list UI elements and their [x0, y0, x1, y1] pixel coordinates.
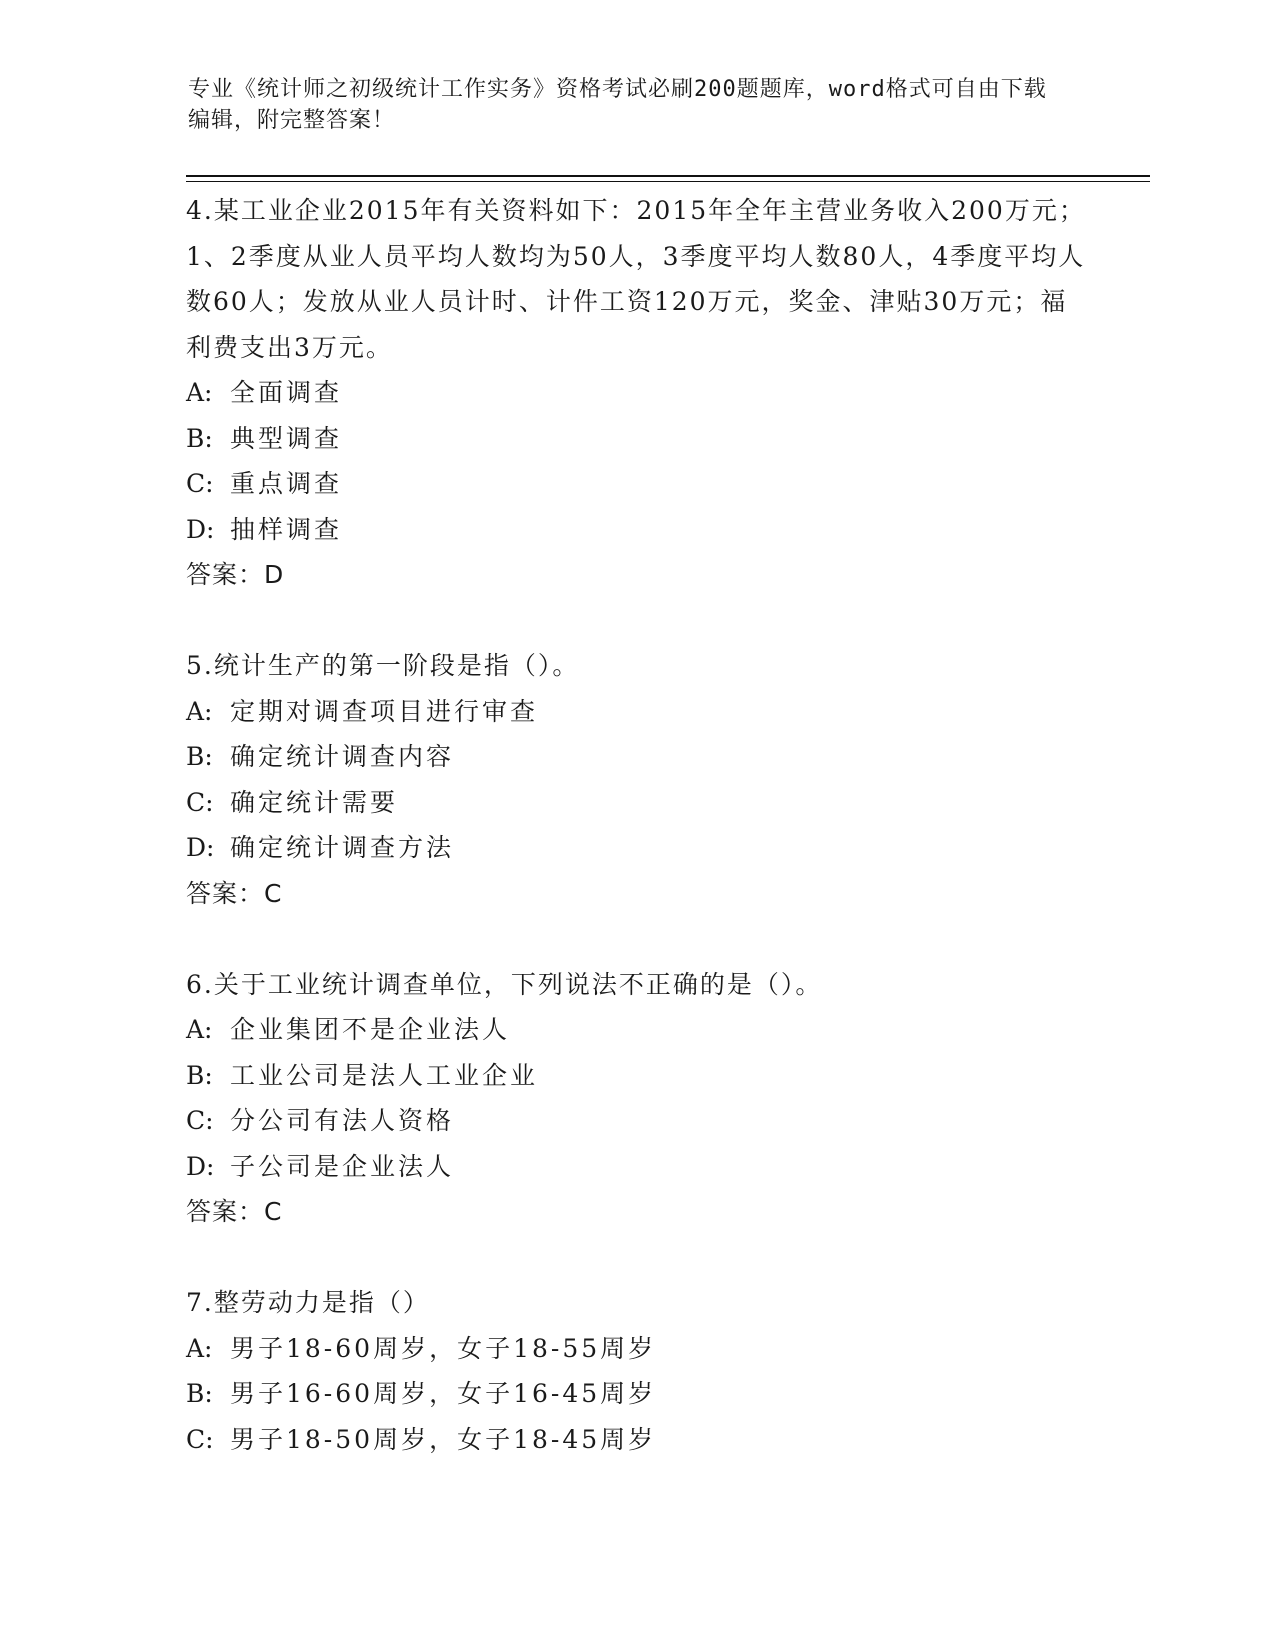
- option-letter: C:: [186, 1424, 214, 1454]
- option-text: 男子18-60周岁，女子18-55周岁: [230, 1333, 657, 1363]
- question-stem: 7.整劳动力是指（）: [186, 1288, 430, 1317]
- option-text: 确定统计调查内容: [230, 742, 455, 771]
- option-letter: A:: [186, 1015, 213, 1044]
- question-7: [186, 1280, 1086, 1462]
- answer-line: 答案：C: [186, 878, 283, 908]
- option-d: [186, 1144, 1086, 1190]
- option-text: 男子18-50周岁，女子18-45周岁: [230, 1424, 657, 1454]
- option-letter: D:: [186, 514, 215, 544]
- spacer: [186, 916, 1086, 962]
- option-letter: B:: [186, 423, 213, 453]
- option-letter: C:: [186, 469, 214, 498]
- option-a: [186, 689, 1086, 735]
- question-5: [186, 643, 1086, 916]
- option-b: [186, 1053, 1086, 1099]
- option-text: 典型调查: [230, 423, 343, 453]
- header-divider-thin: [186, 181, 1150, 182]
- spacer: [186, 598, 1086, 644]
- option-text: 工业公司是法人工业企业: [230, 1060, 539, 1090]
- option-letter: B:: [186, 1060, 213, 1090]
- question-stem: 6.关于工业统计调查单位，下列说法不正确的是（）。: [186, 969, 823, 999]
- option-text: 重点调查: [230, 469, 343, 498]
- questions-list: [186, 188, 1086, 1462]
- option-text: 企业集团不是企业法人: [230, 1015, 511, 1044]
- question-stem: 5.统计生产的第一阶段是指（）。: [186, 651, 580, 680]
- option-letter: B:: [186, 742, 213, 771]
- option-text: 分公司有法人资格: [230, 1106, 455, 1135]
- option-text: 全面调查: [230, 378, 343, 407]
- spacer: [186, 1235, 1086, 1281]
- option-c: [186, 780, 1086, 826]
- option-letter: C:: [186, 1106, 214, 1135]
- question-4: [186, 188, 1086, 598]
- option-letter: A:: [186, 1333, 213, 1363]
- question-6: [186, 962, 1086, 1235]
- option-a: [186, 1007, 1086, 1053]
- option-text: 确定统计需要: [230, 787, 399, 817]
- option-letter: D:: [186, 833, 215, 862]
- option-c: [186, 461, 1086, 507]
- option-letter: A:: [186, 696, 213, 726]
- option-a: [186, 1326, 1086, 1372]
- option-text: 子公司是企业法人: [230, 1151, 455, 1181]
- answer-line: 答案：D: [186, 560, 285, 589]
- option-text: 定期对调查项目进行审查: [230, 696, 539, 726]
- option-c: [186, 1417, 1086, 1463]
- option-letter: D:: [186, 1151, 215, 1181]
- header-divider-thick: [186, 175, 1150, 177]
- option-letter: A:: [186, 378, 213, 407]
- option-b: [186, 416, 1086, 462]
- option-c: [186, 1098, 1086, 1144]
- option-text: 抽样调查: [230, 514, 343, 544]
- option-b: [186, 1371, 1086, 1417]
- option-a: [186, 370, 1086, 416]
- document-header: 专业《统计师之初级统计工作实务》资格考试必刷200题题库，word格式可自由下载编辑，附完整答案！: [188, 77, 1047, 133]
- option-d: [186, 507, 1086, 553]
- option-text: 确定统计调查方法: [230, 833, 455, 862]
- option-letter: C:: [186, 787, 214, 817]
- option-b: [186, 734, 1086, 780]
- option-d: [186, 825, 1086, 871]
- option-text: 男子16-60周岁，女子16-45周岁: [230, 1379, 657, 1408]
- option-letter: B:: [186, 1379, 213, 1408]
- answer-line: 答案：C: [186, 1197, 283, 1226]
- question-stem: 4.某工业企业2015年有关资料如下：2015年全年主营业务收入200万元；1、2季度从业人员平均人数均为50人，3季度平均人数80人，4季度平均人数60人；发放从业人员计时、计件工资120万元，奖金、津贴30万元；福利费支出3万元。: [186, 196, 1086, 362]
